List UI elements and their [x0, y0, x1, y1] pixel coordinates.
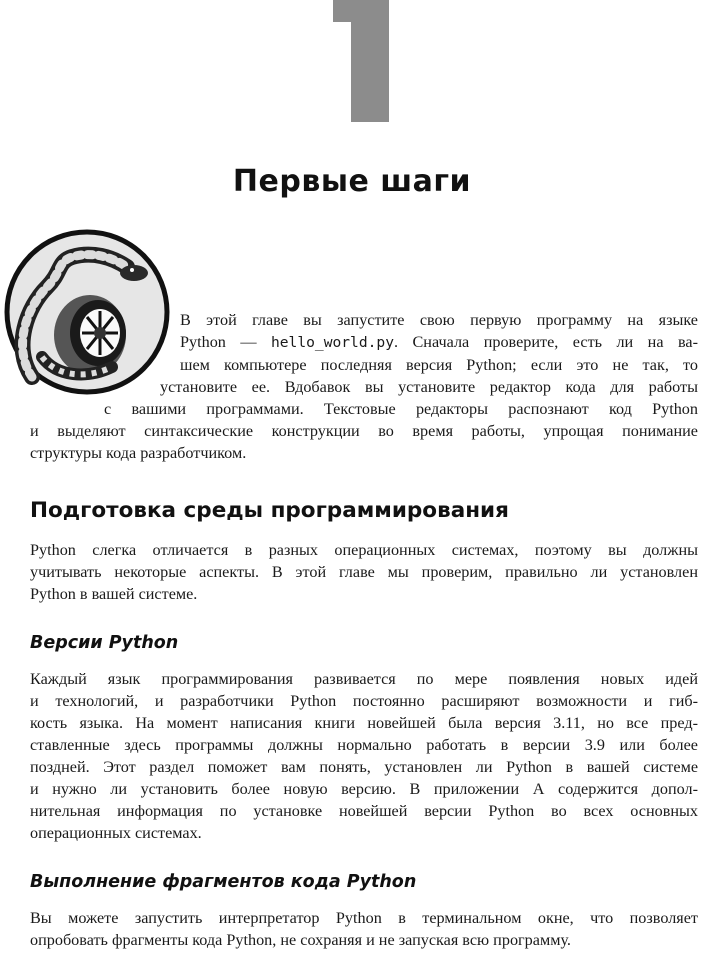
section-line: учитывать некоторые аспекты. В этой главе мы проверим, правильно ли установлен	[30, 563, 698, 581]
filename-code: hello_world.py	[270, 334, 394, 351]
intro-line	[180, 331, 698, 354]
intro-line: В этой главе вы запустите свою первую программу на языке	[180, 311, 698, 329]
versions-line: кость языка. На момент написания книги новейшей была версия 3.11, но все пред-	[30, 714, 698, 732]
section-line: Python в вашей системе.	[30, 585, 198, 603]
versions-line: и нужно ли установить более новую версию. В приложении А содержится допол-	[30, 780, 698, 798]
intro-line: с вашими программами. Текстовые редакторы распознают код Python	[104, 400, 698, 418]
snippets-heading: Выполнение фрагментов кода Python	[30, 872, 417, 892]
versions-line: поздней. Этот раздел поможет вам понять, установлен ли Python в вашей системе	[30, 758, 698, 776]
intro-paragraph	[30, 309, 698, 464]
snippets-paragraph	[30, 907, 698, 951]
section-heading: Подготовка среды программирования	[30, 498, 509, 523]
versions-line: ставленные здесь программы должны нормально работать в версии 3.9 или более	[30, 736, 698, 754]
intro-line: шем компьютере последняя версия Python; если это не так, то	[180, 356, 698, 374]
intro-line: установите ее. Вдобавок вы установите редактор кода для работы	[160, 378, 698, 396]
snippets-line: Вы можете запустить интерпретатор Python в терминальном окне, что позволяет	[30, 909, 698, 927]
versions-line: нительная информация по установке новейшей версии Python во всех основных	[30, 802, 698, 820]
chapter-number	[333, 0, 389, 122]
intro-text: Python —	[180, 333, 271, 351]
versions-line: операционных системах.	[30, 824, 202, 842]
section-paragraph	[30, 539, 698, 605]
versions-heading: Версии Python	[30, 633, 179, 653]
versions-line: Каждый язык программирования развивается по мере появления новых идей	[30, 670, 698, 688]
versions-paragraph	[30, 668, 698, 844]
intro-text: . Сначала проверите, есть ли на ва-	[394, 333, 698, 351]
chapter-title: Первые шаги	[232, 164, 472, 199]
intro-line: структуры кода разработчиком.	[30, 444, 247, 462]
intro-line: и выделяют синтаксические конструкции во время работы, упрощая понимание	[30, 422, 698, 440]
snippets-line: опробовать фрагменты кода Python, не сохраняя и не запуская всю программу.	[30, 931, 571, 949]
section-line: Python слегка отличается в разных операционных системах, поэтому вы должны	[30, 541, 698, 559]
versions-line: и технологий, и разработчики Python постоянно расширяют возможности и гиб-	[30, 692, 698, 710]
